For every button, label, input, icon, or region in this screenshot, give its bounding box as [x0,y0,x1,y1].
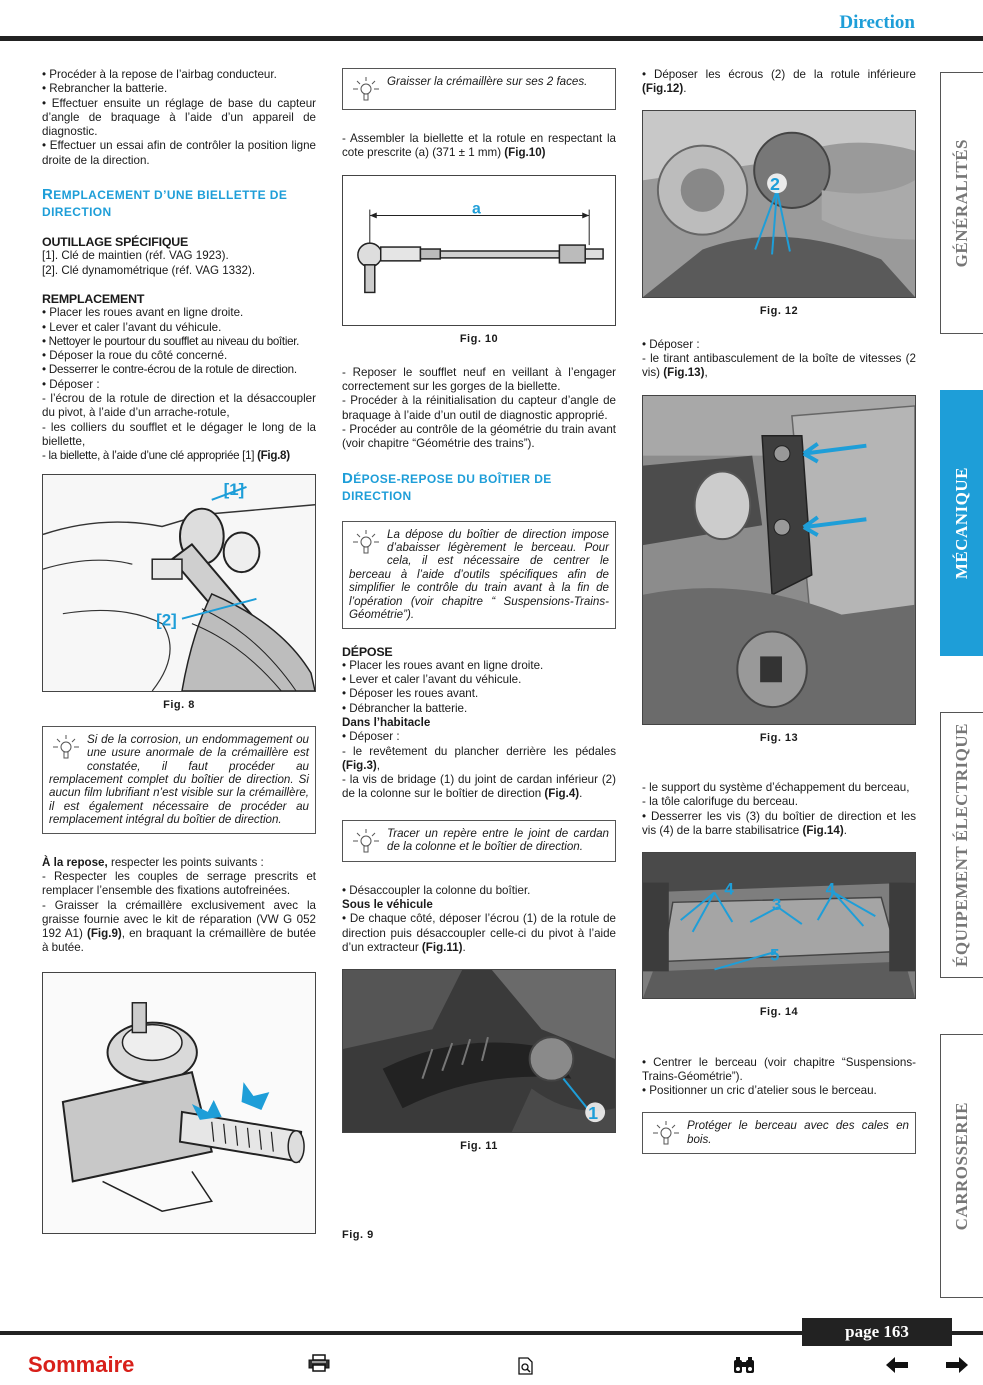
step: - les colliers du soufflet et le dégager le long de la biellette, [42,420,316,448]
text-line: • Procéder à la repose de l’airbag conducteur. [42,68,277,81]
figure-12 [642,110,916,298]
note-grease: Graisser la crémaillère sur ses 2 faces. [342,68,616,110]
fig14-label-4a: 4 [724,879,734,899]
step: - la biellette, à l’aide d’une clé appropriée [1] (Fig.8) [42,449,290,463]
note-proteger: Protéger le berceau avec des cales en bois. [642,1112,916,1154]
tab-generalites[interactable]: GÉNÉRALITÉS [940,72,983,334]
fig8-label-1: [1] [223,479,245,499]
step: • Positionner un cric d’atelier sous le berceau. [642,1084,877,1098]
section-title-biellette: REMPLACEMENT D’UNE BIELLETTE DE DIRECTION [42,186,288,220]
zoom-page-icon[interactable] [518,1357,534,1375]
step: • Desserrer le contre-écrou de la rotule de direction. [42,363,297,377]
repose-text: À la repose, respecter les points suivants : [42,855,264,869]
text-line: - Procéder à la réinitialisation du capteur d’angle de braquage à l’aide d’un outil de diagnostic approprié. [342,394,616,422]
tab-mecanique[interactable]: MÉCANIQUE [940,390,983,656]
fig9-illustration [43,973,315,1233]
column-1 [42,68,316,1234]
fig11-caption: Fig. 11 [460,1140,498,1153]
step: • Lever et caler l’avant du véhicule. [42,320,222,334]
fig11-photo [343,970,615,1132]
note-repere: Tracer un repère entre le joint de cardan de la colonne et le boîtier de direction. [342,820,616,862]
fig12-caption: Fig. 12 [759,304,799,317]
binoculars-icon[interactable] [732,1356,756,1374]
step: - la vis de bridage (1) du joint de cardan inférieur (2) de la colonne sur le boîtier de direction (Fig.4). [342,773,616,801]
figure-14 [642,852,916,999]
text-line: - Procéder au contrôle de la géométrie du train avant (voir chapitre “Géométrie des trains”). [342,423,616,451]
column-3 [642,68,916,1164]
fig13-photo [643,396,915,724]
step: • Lever et caler l’avant du véhicule. [342,673,522,687]
tool-item: [2]. Clé dynamométrique (réf. VAG 1332). [42,263,256,277]
text-line: • Effectuer un essai afin de contrôler la position ligne droite de la direction. [42,139,316,167]
step: • Déposer les roues avant. [342,687,479,701]
fig8-caption: Fig. 8 [163,698,195,711]
figure-11 [342,969,616,1133]
page-number: page 163 [802,1318,952,1346]
fig12-label-2: 2 [770,173,781,194]
habitacle-title: Dans l’habitacle [342,716,431,729]
fig9-caption: Fig. 9 [342,1228,374,1241]
fig11-label-1: 1 [588,1103,599,1124]
fig10-label-a: a [472,200,481,218]
fig10-caption: Fig. 10 [459,332,499,345]
fig10-illustration [343,176,615,325]
step: - le revêtement du plancher derrière les pédales (Fig.3), [342,744,616,772]
depose-title: DÉPOSE [342,644,393,659]
step: - la tôle calorifuge du berceau. [642,795,798,809]
step: • Déposer : [342,730,400,744]
bulb-icon [349,528,383,556]
step: - le support du système d’échappement du berceau, [642,781,910,795]
tab-carrosserie[interactable]: CARROSSERIE [940,1034,983,1298]
fig12-photo [643,111,915,297]
text-line: - Reposer le soufflet neuf en veillant à l’engager correctement sur les gorges de la biellette. [342,365,616,394]
bulb-icon [649,1119,683,1147]
repose-step: - Respecter les couples de serrage prescrits et remplacer l’ensemble des fixations autofreinées. [42,869,316,898]
fig14-caption: Fig. 14 [759,1006,799,1019]
step: • Désaccoupler la colonne du boîtier. [342,883,531,897]
step: • Débrancher la batterie. [342,701,468,715]
text-line: • Effectuer ensuite un réglage de base du capteur d’angle de braquage à l’aide d’un appareil de diagnostic. [42,96,316,139]
fig14-label-4b: 4 [825,879,836,899]
repose-step: - Graisser la crémaillère exclusivement avec la graisse fournie avec le kit de réparation (VW G 052 192 A1) (Fig.9), en braquant la crémaillère de butée à butée. [42,898,316,955]
step: • Desserrer les vis (3) du boîtier de direction et les vis (4) de la barre stabilisatrice (Fig.14). [642,809,916,837]
fig14-label-5: 5 [770,945,780,965]
tools-title: OUTILLAGE SPÉCIFIQUE [42,235,189,250]
fig14-label-3: 3 [772,895,782,915]
step: • Déposer les écrous (2) de la rotule inférieure (Fig.12). [642,68,916,96]
bulb-icon [49,733,83,761]
figure-9 [42,972,316,1234]
chapter-title: Direction [839,12,915,33]
bulb-icon [349,827,383,855]
sommaire-link[interactable]: Sommaire [28,1352,135,1377]
step: • Déposer la roue du côté concerné. [42,349,228,363]
step: - l’écrou de la rotule de direction et la désaccoupler du pivot, à l’aide d’un arrache-rotule, [42,392,316,420]
step: • Placer les roues avant en ligne droite. [342,658,544,672]
figure-13 [642,395,916,725]
step: • Déposer : [642,337,700,351]
arrow-right-icon[interactable] [946,1357,968,1373]
step: • Nettoyer le pourtour du soufflet au niveau du boîtier. [42,334,300,348]
replace-title: REMPLACEMENT [42,291,145,306]
section-title-boitier: DÉPOSE-REPOSE DU BOÎTIER DE DIRECTION [342,469,552,503]
step: - le tirant antibasculement de la boîte de vitesses (2 vis) (Fig.13), [642,352,916,380]
step: • Placer les roues avant en ligne droite. [42,306,244,320]
fig8-illustration [43,475,315,691]
step: • De chaque côté, déposer l’écrou (1) de la rotule de direction puis désaccoupler celle-ci du pivot à l’aide d’un extracteur (Fig.11). [342,912,616,954]
fig8-label-2: [2] [156,610,177,630]
print-icon[interactable] [308,1354,330,1372]
bulb-icon [349,75,383,103]
fig13-caption: Fig. 13 [759,731,799,744]
vehicule-title: Sous le véhicule [342,898,433,912]
text-line: • Rebrancher la batterie. [42,82,168,96]
column-2 [342,68,616,1250]
arrow-left-icon[interactable] [886,1357,908,1373]
figure-8 [42,474,316,692]
note-berceau: La dépose du boîtier de direction impose d’abaisser légèrement le berceau. Pour cela, il est nécessaire de centrer le berceau à l’aide d’outils spécifiques afin de simplifier le contrôle du train avant à la fin de l’opération (voir chapitre “ Suspensions-Trains-Géométrie”). [342,521,616,629]
tab-equipement-electrique[interactable]: ÉQUIPEMENT ÉLECTRIQUE [940,712,983,978]
note-corrosion: Si de la corrosion, un endommagement ou une usure anormale de la crémaillère est constatée, il faut procéder au remplacement complet du boîtier de direction. Si aucun film lubrifiant n’est visible sur la crémaillère, il est également nécessaire de procéder au remplacement intégral du boîtier de direction. [42,726,316,834]
tool-item: [1]. Clé de maintien (réf. VAG 1923). [42,249,229,263]
figure-10 [342,175,616,326]
step: • Déposer : [42,377,100,391]
step: • Centrer le berceau (voir chapitre “Suspensions-Trains-Géométrie”). [642,1055,916,1083]
header-rule [0,36,983,41]
fig14-photo [643,853,915,998]
assemble-text: - Assembler la biellette et la rotule en respectant la cote prescrite (a) (371 ± 1 mm) (Fig.10) [342,132,616,160]
